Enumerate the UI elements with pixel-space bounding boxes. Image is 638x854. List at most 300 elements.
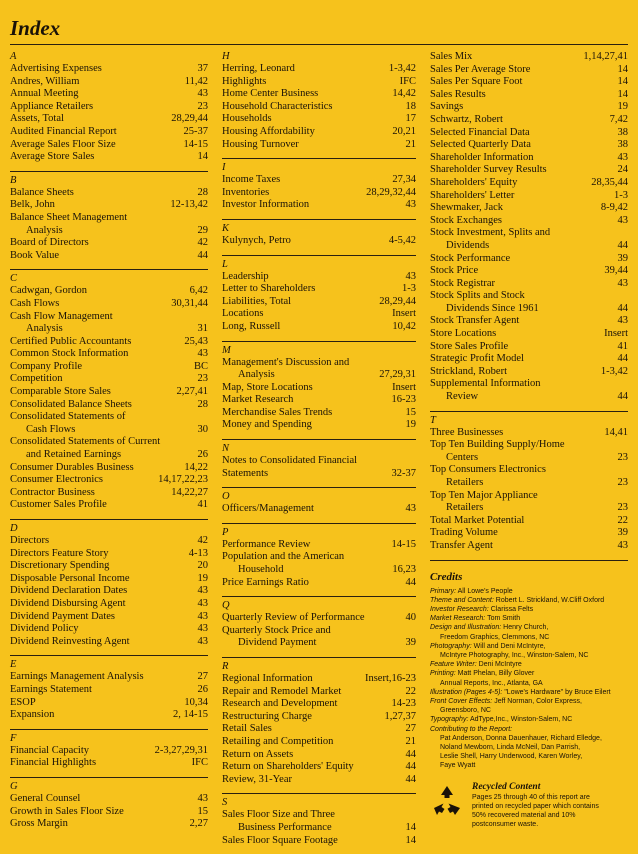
credit-line	[430, 669, 628, 678]
entry-term	[222, 468, 392, 481]
entry-term	[10, 462, 184, 475]
entry-pages: 15	[197, 805, 208, 817]
index-entry	[10, 623, 208, 636]
index-entry	[222, 625, 416, 638]
entry-term-text: Store Locations	[430, 328, 497, 340]
entry-term	[10, 697, 184, 710]
index-entry	[222, 503, 416, 516]
credit-line-text	[430, 670, 534, 677]
entry-term-text: Officers/Management	[222, 503, 314, 515]
entry-pages: 39,44	[604, 265, 628, 277]
entry-term-text: Gross Margin	[10, 818, 68, 830]
entry-term-text: Income Taxes	[222, 174, 281, 186]
title-divider	[10, 44, 628, 45]
entry-pages: 14,22	[184, 461, 208, 473]
entry-pages: 29	[197, 224, 208, 236]
entry-term	[222, 564, 392, 577]
entry-pages: 28,29,44	[171, 113, 208, 125]
index-entry	[10, 793, 208, 806]
index-entry	[430, 315, 628, 328]
index-entry	[10, 373, 208, 386]
entry-pages: 28	[197, 186, 208, 198]
entry-pages: 43	[197, 348, 208, 360]
entry-term-text: Dividends Since 1961	[446, 302, 539, 314]
entry-pages: 21	[405, 735, 416, 747]
entry-term-text: Dividend Disbursing Agent	[10, 597, 126, 609]
entry-term-text: Consolidated Balance Sheets	[10, 398, 132, 410]
entry-term-text: Housing Affordability	[222, 125, 315, 137]
index-entry	[222, 308, 416, 321]
entry-term-text: Earnings Statement	[10, 683, 92, 695]
entry-term	[430, 464, 628, 477]
entry-pages: 27	[197, 671, 208, 683]
entry-term-text: Supplemental Information	[430, 378, 541, 390]
entry-pages: 30,31,44	[171, 297, 208, 309]
entry-term-text: Regional Information	[222, 673, 313, 684]
entry-term	[430, 527, 618, 540]
entry-term-text: Price Earnings Ratio	[222, 576, 309, 588]
entry-term-text: Household Characteristics	[222, 100, 333, 112]
entry-pages: 22	[405, 685, 416, 697]
entry-term-text: Top Ten Major Appliance	[430, 489, 538, 501]
entry-term-text: Home Center Business	[222, 88, 319, 100]
entry-pages: 14	[617, 76, 628, 88]
entry-term-text: Sales Floor Square Footage	[222, 834, 338, 846]
entry-pages: 43	[197, 585, 208, 597]
entry-term	[222, 271, 406, 284]
entry-pages: 43	[405, 503, 416, 515]
index-entry	[430, 391, 628, 404]
entry-pages: 27,29,31	[379, 369, 416, 381]
index-entry	[430, 353, 628, 366]
entry-term	[10, 573, 198, 586]
index-entry	[430, 64, 628, 77]
entry-pages: 23	[197, 373, 208, 385]
entry-pages: 39	[617, 252, 628, 264]
index-entry	[222, 63, 416, 76]
entry-term	[430, 328, 604, 341]
entry-pages: 2,27	[189, 818, 208, 830]
entry-pages: 1-3,42	[600, 365, 628, 377]
index-entry	[222, 711, 416, 724]
index-entry	[10, 745, 208, 758]
entry-term-text: Company Profile	[10, 360, 83, 372]
credit-line-text	[430, 661, 522, 668]
index-entry	[222, 187, 416, 200]
index-entry	[10, 88, 208, 101]
entry-pages: IFC	[191, 757, 208, 769]
entry-term	[222, 296, 379, 309]
index-entry	[222, 369, 416, 382]
entry-term	[222, 63, 389, 76]
entry-term-text: Customer Sales Profile	[10, 499, 107, 511]
index-column-2	[222, 48, 416, 854]
credit-value: Robert L. Strickland, W.Cliff Oxford	[493, 596, 605, 604]
entry-term-text: Consolidated Statements of	[10, 411, 126, 423]
index-entry	[430, 378, 628, 391]
entry-pages: 44	[197, 249, 208, 261]
entry-term-text: Analysis	[26, 323, 63, 335]
entry-term	[430, 127, 618, 140]
entry-pages: 14-15	[183, 138, 208, 150]
entry-pages: 26	[197, 683, 208, 695]
credit-line-text	[430, 716, 572, 723]
entry-term-text: Selected Financial Data	[430, 126, 530, 138]
index-entry	[10, 611, 208, 624]
entry-term-text: General Counsel	[10, 792, 81, 804]
entry-term-text: Money and Spending	[222, 419, 312, 431]
entry-term	[10, 411, 208, 424]
index-entry	[222, 139, 416, 152]
index-entry	[10, 818, 208, 831]
entry-term	[10, 212, 208, 225]
entry-pages: 44	[405, 761, 416, 773]
entry-pages: 25-37	[183, 125, 208, 137]
entry-pages: Insert	[392, 381, 416, 393]
entry-term-text: Shareholders' Letter	[430, 189, 515, 201]
entry-pages: 44	[405, 773, 416, 785]
entry-term	[430, 177, 591, 190]
credit-label: Design and Illustration:	[430, 624, 502, 632]
entry-term-text: Certified Public Accountants	[10, 335, 132, 347]
entry-pages: 28	[197, 398, 208, 410]
entry-term-text: Audited Financial Report	[10, 125, 117, 137]
entry-term	[222, 774, 406, 787]
entry-term-text: Discretionary Spending	[10, 560, 110, 572]
index-entry	[430, 152, 628, 165]
index-entry	[222, 637, 416, 650]
entry-term-text: Financial Highlights	[10, 757, 97, 769]
entry-term-text: Average Store Sales	[10, 151, 95, 163]
index-entry	[430, 51, 628, 64]
entry-term	[10, 757, 192, 770]
index-entry	[222, 113, 416, 126]
credit-line-text	[430, 734, 628, 743]
index-section	[10, 777, 208, 831]
index-entry	[10, 113, 208, 126]
index-section	[10, 655, 208, 721]
index-entry	[10, 697, 208, 710]
index-entry	[10, 151, 208, 164]
entry-term-text: Retailers	[446, 502, 484, 514]
index-entry	[10, 386, 208, 399]
entry-term	[10, 474, 158, 487]
index-entry	[222, 736, 416, 749]
entry-term-text: Locations	[222, 308, 264, 320]
entry-term-text: Liabilities, Total	[222, 295, 292, 307]
entry-term	[10, 623, 198, 636]
index-entry	[10, 560, 208, 573]
entry-term-text: Map, Store Locations	[222, 381, 313, 393]
entry-pages: 20,21	[392, 125, 416, 137]
index-entry	[222, 88, 416, 101]
index-entry	[430, 177, 628, 190]
credit-label: Illustration (Pages 4-5):	[430, 688, 503, 696]
entry-pages: 19	[197, 572, 208, 584]
entry-term-text: and Retained Earnings	[26, 449, 122, 461]
entry-term-text: Andres, William	[10, 75, 80, 87]
entry-term	[222, 76, 400, 89]
credit-value: Tom Smith	[485, 615, 521, 623]
entry-term	[430, 190, 614, 203]
entry-pages: 22	[617, 514, 628, 526]
index-entry	[430, 114, 628, 127]
index-entry	[430, 190, 628, 203]
entry-pages: 43	[197, 88, 208, 100]
entry-term-text: Schwartz, Robert	[430, 113, 503, 125]
section-letter: P	[222, 526, 229, 538]
section-letter: S	[222, 797, 228, 809]
entry-term-text: Household	[238, 564, 284, 576]
credit-line	[430, 642, 628, 651]
entry-term-text: Selected Quarterly Data	[430, 139, 531, 151]
entry-term-text: Stock Price	[430, 265, 479, 277]
entry-term	[10, 745, 155, 758]
entry-term	[430, 353, 618, 366]
entry-pages: 14,17,22,23	[158, 474, 208, 486]
recycled-text	[472, 793, 599, 829]
credit-label: Theme and Content:	[430, 596, 494, 604]
entry-term	[10, 285, 190, 298]
index-entry	[430, 515, 628, 528]
index-entry	[430, 139, 628, 152]
entry-term-text: Total Market Potential	[430, 514, 525, 526]
credit-value: Clarissa Felts	[488, 605, 534, 613]
entry-term-text: Balance Sheet Management	[10, 211, 128, 223]
entry-pages: 14,42	[392, 88, 416, 100]
recycled-line: printed on recycled paper which contains	[472, 802, 599, 810]
entry-term-text: Stock Splits and Stock	[430, 290, 525, 302]
index-entry	[222, 101, 416, 114]
index-entry	[222, 382, 416, 395]
entry-pages: 44	[617, 391, 628, 403]
entry-term-text: Savings	[430, 101, 464, 113]
entry-term-text: Strickland, Robert	[430, 365, 507, 377]
credit-line-text	[430, 615, 520, 622]
entry-term	[430, 164, 618, 177]
credit-value: Deni McIntyre	[476, 661, 522, 669]
index-entry	[222, 749, 416, 762]
entry-term-text: Annual Meeting	[10, 88, 79, 100]
entry-term	[10, 373, 198, 386]
index-entry	[10, 424, 208, 437]
index-entry	[10, 449, 208, 462]
index-entry	[430, 215, 628, 228]
entry-pages: 14	[617, 63, 628, 75]
entry-term-text: Assets, Total	[10, 113, 64, 125]
index-entry	[222, 283, 416, 296]
entry-term	[10, 225, 198, 238]
entry-term	[222, 101, 406, 114]
entry-pages: 43	[617, 214, 628, 226]
entry-term	[430, 114, 610, 127]
index-entry	[430, 253, 628, 266]
index-entry	[10, 436, 208, 449]
section-letter: D	[10, 523, 18, 534]
credit-line	[430, 752, 628, 761]
index-section	[222, 255, 416, 334]
credit-value: Jeff Norman, Color Express,	[492, 698, 582, 705]
credit-value: Greensboro, NC	[440, 707, 491, 715]
entry-pages: Insert,16-23	[364, 673, 416, 684]
entry-pages: 19	[617, 101, 628, 113]
entry-term-text: Kulynych, Petro	[222, 234, 291, 246]
entry-pages: 42	[197, 237, 208, 249]
credit-line-text	[430, 752, 628, 761]
entry-term	[430, 202, 601, 215]
index-section	[222, 596, 416, 650]
index-section	[10, 519, 208, 648]
entry-term-text: Letter to Shareholders	[222, 283, 316, 295]
credit-line	[430, 679, 628, 688]
entry-pages: 7,42	[609, 113, 628, 125]
entry-pages: 39	[617, 527, 628, 539]
entry-term	[10, 113, 171, 126]
entry-term	[222, 357, 416, 370]
entry-pages: 44	[617, 239, 628, 251]
entry-pages: 21	[405, 138, 416, 150]
entry-term-text: Centers	[446, 451, 479, 463]
entry-pages: 32-37	[391, 467, 416, 479]
credit-line-text	[430, 689, 611, 696]
entry-term-text: Analysis	[26, 224, 63, 236]
entry-term-text: Trading Volume	[430, 527, 498, 539]
entry-term-text: Cash Flow Management	[10, 310, 113, 322]
index-entry	[10, 598, 208, 611]
index-entry	[10, 499, 208, 512]
section-letter: A	[10, 51, 17, 62]
entry-term-text: Average Sales Floor Size	[10, 138, 116, 150]
entry-term	[222, 551, 416, 564]
section-letter: Q	[222, 600, 230, 612]
entry-term	[430, 540, 618, 553]
entry-term	[222, 283, 402, 296]
index-entry	[430, 89, 628, 102]
entry-term-text: Leadership	[222, 270, 269, 282]
entry-pages: 42	[197, 535, 208, 546]
index-entry	[222, 199, 416, 212]
credit-value: AdType,Inc., Winston-Salem, NC	[468, 716, 573, 724]
entry-term-text: Notes to Consolidated Financial	[222, 455, 358, 467]
index-entry	[430, 328, 628, 341]
section-letter: O	[222, 491, 230, 503]
index-entry	[10, 684, 208, 697]
index-entry	[222, 455, 416, 468]
entry-term	[10, 818, 190, 831]
entry-pages: IFC	[399, 75, 416, 87]
entry-term	[222, 235, 389, 248]
entry-term-text: Retailers	[446, 477, 484, 488]
index-entry	[10, 323, 208, 336]
entry-term	[10, 237, 198, 250]
index-entry	[222, 76, 416, 89]
entry-term	[222, 539, 392, 552]
entry-term-text: Sales Per Average Store	[430, 63, 531, 75]
entry-pages: 14-15	[391, 538, 416, 550]
entry-term-text: Households	[222, 113, 272, 125]
credits-heading: Credits	[430, 560, 628, 583]
credit-value: Freedom Graphics, Clemmons, NC	[440, 633, 550, 641]
entry-term	[10, 88, 198, 101]
entry-term	[430, 101, 618, 114]
entry-pages: 24	[617, 164, 628, 176]
credits-lines	[430, 587, 628, 771]
entry-term-text: Contractor Business	[10, 486, 95, 498]
entry-term-text: Sales Per Square Foot	[430, 76, 523, 88]
entry-term-text: Transfer Agent	[430, 539, 493, 551]
index-entry	[222, 686, 416, 699]
entry-term	[10, 336, 184, 349]
entry-pages: 23	[617, 502, 628, 514]
entry-pages: 28,29,44	[379, 295, 416, 307]
entry-term	[10, 199, 170, 212]
entry-term	[222, 174, 392, 187]
entry-term	[222, 113, 406, 126]
credit-line-text	[430, 698, 582, 705]
entry-pages: 19	[405, 419, 416, 431]
index-entry	[430, 366, 628, 379]
entry-pages: 14	[617, 88, 628, 100]
entry-term	[10, 250, 198, 263]
index-entry	[10, 285, 208, 298]
entry-term	[222, 711, 385, 724]
entry-term-text: Advertising Expenses	[10, 63, 102, 74]
index-entry	[222, 673, 416, 686]
section-letter: H	[222, 51, 230, 62]
entry-term-text: Cash Flows	[26, 423, 76, 435]
entry-pages: 14	[197, 151, 208, 163]
index-section	[222, 341, 416, 433]
index-entry	[430, 452, 628, 465]
recycled-line: postconsumer waste.	[472, 820, 539, 828]
credit-line	[430, 651, 628, 660]
index-entry	[222, 419, 416, 432]
entry-term-text: Dividend Payment Dates	[10, 610, 115, 622]
entry-term	[10, 361, 194, 374]
index-entry	[10, 298, 208, 311]
credit-value: Leslie Shell, Harry Underwood, Karen Worley,	[440, 753, 583, 761]
entry-pages: 14	[405, 821, 416, 833]
index-entry	[10, 573, 208, 586]
index-section	[430, 48, 628, 404]
entry-pages: 14-23	[391, 698, 416, 710]
entry-pages: Insert	[604, 328, 628, 340]
entry-term	[222, 822, 406, 835]
entry-term-text: Repair and Remodel Market	[222, 685, 342, 697]
entry-pages: 14	[405, 834, 416, 846]
entry-term	[222, 723, 406, 736]
entry-term-text: Sales Floor Size and Three	[222, 809, 335, 821]
entry-term	[430, 502, 618, 515]
entry-pages: 43	[617, 315, 628, 327]
credit-value: Matt Phelan, Billy Glover	[455, 670, 535, 678]
index-entry	[10, 237, 208, 250]
entry-pages: 23	[617, 451, 628, 463]
index-entry	[222, 551, 416, 564]
entry-term-text: Financial Capacity	[10, 744, 90, 756]
index-section	[222, 487, 416, 516]
entry-term	[222, 749, 406, 762]
index-entry	[10, 126, 208, 139]
index-entry	[10, 336, 208, 349]
entry-pages: 10,34	[184, 696, 208, 708]
entry-pages: 43	[197, 610, 208, 622]
entry-term	[10, 684, 198, 697]
index-entry	[10, 474, 208, 487]
index-section	[222, 657, 416, 786]
entry-pages: 30	[197, 423, 208, 435]
entry-term-text: Business Performance	[238, 821, 332, 833]
